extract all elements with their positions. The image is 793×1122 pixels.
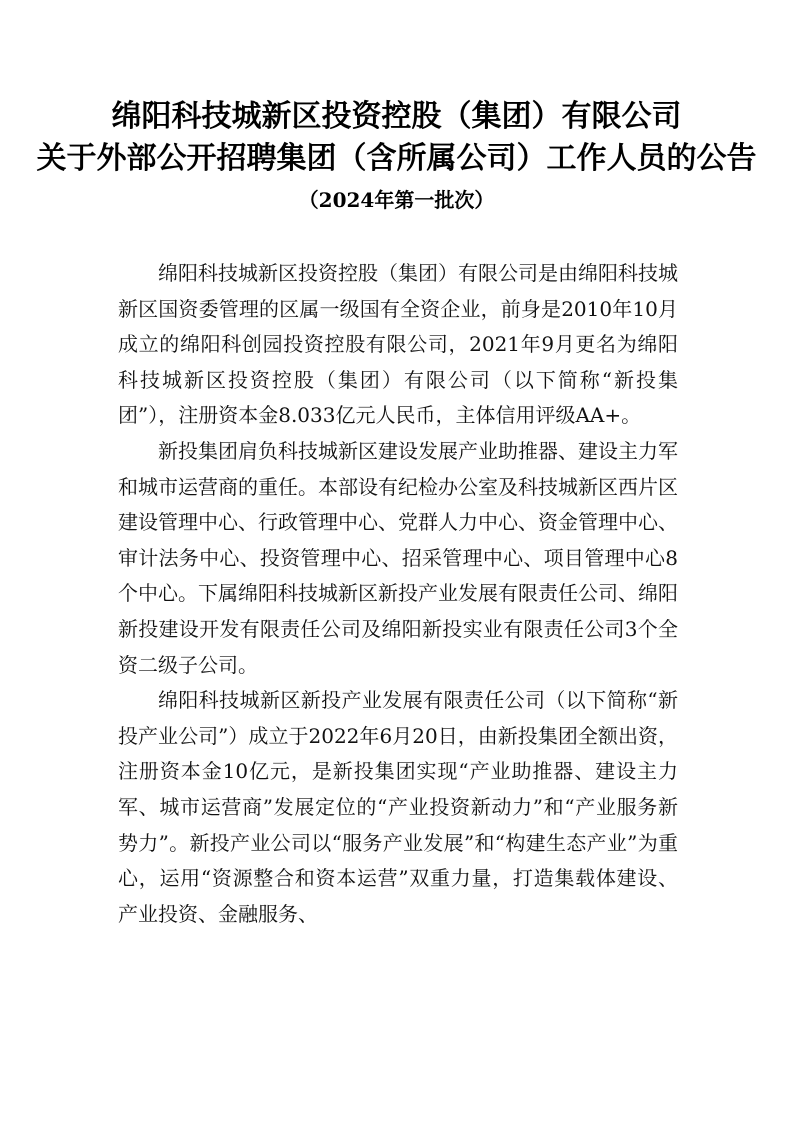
title-line-batch: （2024年第一批次） <box>298 188 495 212</box>
announcement-title <box>0 96 793 220</box>
paragraph-group-structure: 新投集团肩负科技城新区建设发展产业助推器、建设主力军和城市运营商的重任。本部设有纪检办公室及科技城新区西片区建设管理中心、行政管理中心、党群人力中心、资金管理中心、审计法务中心、投资管理中心、招采管理中心、项目管理中心8个中心。下属绵阳科技城新区新投产业发展有限责任公司、绵阳新投建设开发有限责任公司及绵阳新投实业有限责任公司3个全资二级子公司。 <box>118 438 678 677</box>
announcement-body <box>118 256 678 932</box>
title-line-company: 绵阳科技城新区投资控股（集团）有限公司 <box>111 99 682 134</box>
paragraph-industry-company: 绵阳科技城新区新投产业发展有限责任公司（以下简称“新投产业公司”）成立于2022年6月20日，由新投集团全额出资，注册资本金10亿元，是新投集团实现“产业助推器、建设主力军、城市运营商”发展定位的“产业投资新动力”和“产业服务新势力”。新投产业公司以“服务产业发展”和“构建生态产业”为重心，运用“资源整合和资本运营”双重力量，打造集载体建设、产业投资、金融服务、 <box>118 688 678 926</box>
title-line-subject: 关于外部公开招聘集团（含所属公司）工作人员的公告 <box>36 141 757 176</box>
paragraph-company-intro: 绵阳科技城新区投资控股（集团）有限公司是由绵阳科技城新区国资委管理的区属一级国有全资企业，前身是2010年10月成立的绵阳科创园投资控股有限公司，2021年9月更名为绵阳科技城新区投资控股（集团）有限公司（以下简称“新投集团”），注册资本金8.033亿元人民币，主体信用评级AA+。 <box>118 261 678 428</box>
